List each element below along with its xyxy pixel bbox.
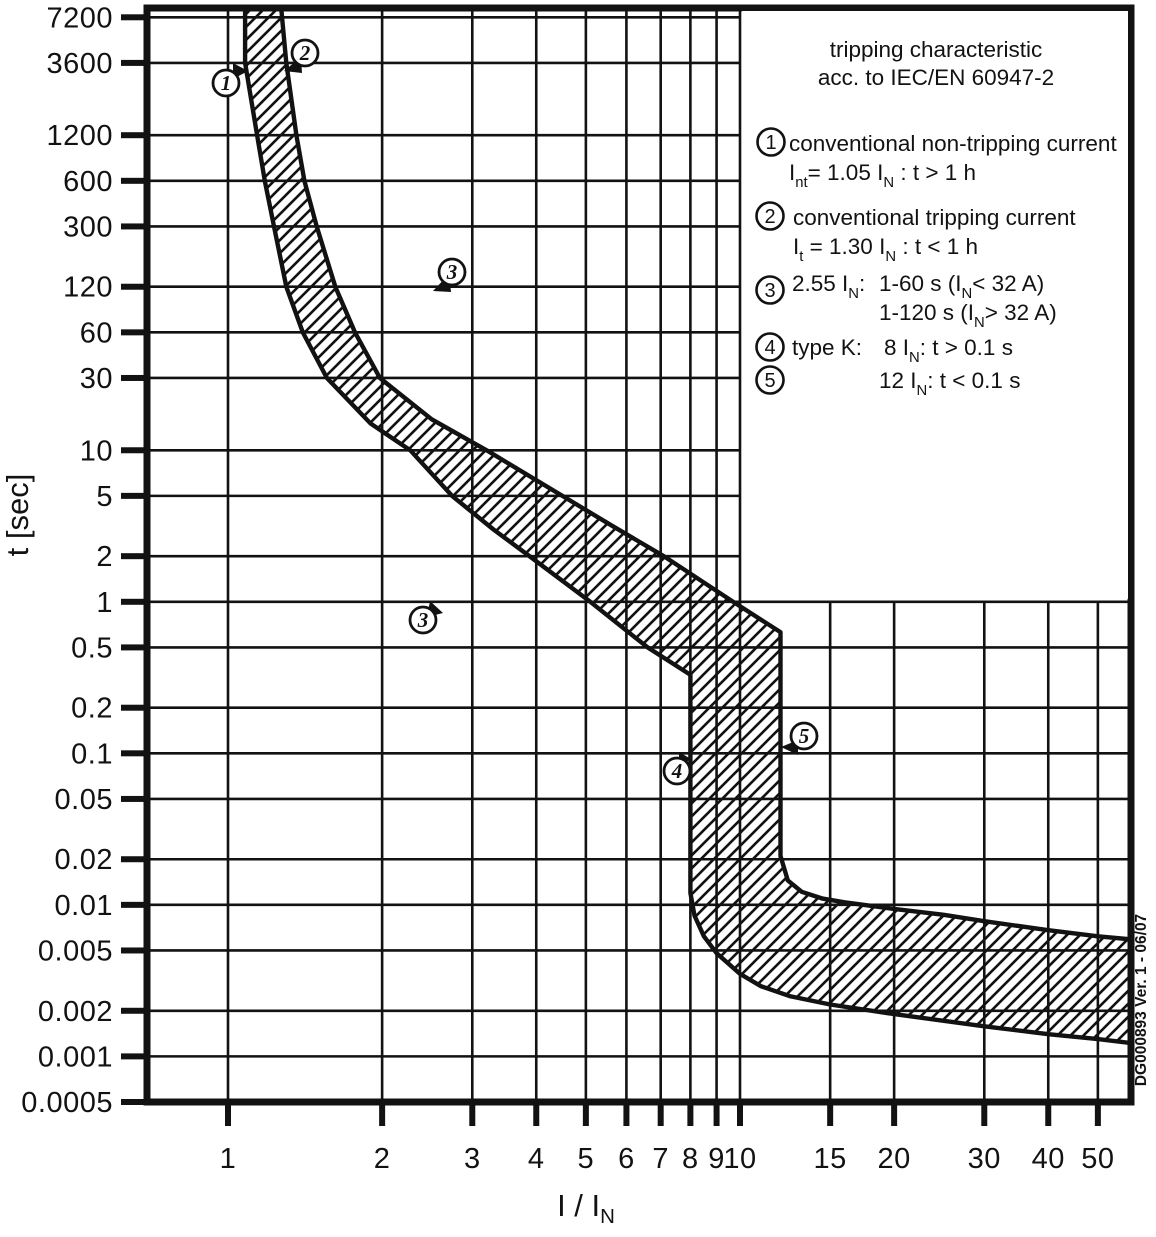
y-axis-tick bbox=[121, 178, 147, 184]
x-tick-label: 2 bbox=[373, 1143, 391, 1175]
x-axis-tick bbox=[658, 1102, 664, 1126]
marker-number: 2 bbox=[299, 41, 311, 65]
legend-item-text: $I_{nt}= 1.05$ $I_N$ : t > 1 h bbox=[789, 160, 977, 191]
legend-item-text: 1-120 s ($I_N> 32$ A) bbox=[879, 300, 1057, 331]
y-axis-tick bbox=[121, 1053, 147, 1059]
x-axis-tick bbox=[623, 1102, 629, 1126]
x-tick-label: 1 bbox=[219, 1143, 237, 1175]
x-tick-label: 7 bbox=[652, 1143, 670, 1175]
legend-title: tripping characteristic bbox=[829, 37, 1043, 62]
y-axis-tick bbox=[121, 599, 147, 605]
y-axis-title: t [sec] bbox=[0, 473, 35, 557]
legend-item-text: 8 $I_N$: t > 0.1 s bbox=[884, 335, 1013, 366]
x-tick-label: 6 bbox=[618, 1143, 635, 1175]
y-tick-label: 7200 bbox=[46, 2, 113, 35]
y-tick-label: 0.5 bbox=[71, 632, 113, 665]
y-axis-tick bbox=[121, 223, 147, 229]
x-tick-label: 3 bbox=[463, 1143, 481, 1175]
legend-item-text: 1-60 s ($I_N< 32$ A) bbox=[879, 271, 1045, 302]
legend bbox=[742, 11, 1128, 599]
x-tick-label: 8 bbox=[682, 1143, 699, 1175]
y-axis-tick bbox=[121, 14, 147, 20]
y-axis-tick bbox=[121, 493, 147, 499]
y-tick-label: 0.002 bbox=[37, 995, 113, 1028]
y-tick-label: 30 bbox=[79, 362, 113, 395]
x-axis-tick bbox=[687, 1102, 693, 1126]
y-tick-label: 60 bbox=[79, 317, 113, 350]
plot-marker-5 bbox=[781, 723, 817, 755]
y-axis-tick bbox=[121, 856, 147, 862]
y-axis-tick bbox=[121, 750, 147, 756]
marker-number: 3 bbox=[446, 260, 458, 284]
y-axis-tick bbox=[121, 284, 147, 290]
y-tick-label: 120 bbox=[63, 271, 113, 304]
y-tick-label: 0.02 bbox=[54, 844, 113, 877]
y-tick-label: 0.005 bbox=[37, 935, 113, 968]
x-axis-tick bbox=[737, 1102, 743, 1126]
plot-marker-1 bbox=[213, 63, 248, 96]
legend-item-text: 2.55 $I_N$: bbox=[792, 271, 866, 302]
x-axis-tick bbox=[469, 1102, 475, 1126]
y-axis-tick bbox=[121, 1099, 147, 1105]
x-tick-label: 20 bbox=[877, 1143, 911, 1175]
x-tick-label: 30 bbox=[967, 1143, 1001, 1175]
document-reference: DG000893 Ver. 1 - 06/07 bbox=[1133, 913, 1150, 1087]
marker-number: 3 bbox=[417, 608, 429, 632]
x-axis-tick bbox=[225, 1102, 231, 1126]
y-tick-label: 3600 bbox=[46, 47, 113, 80]
legend-item-text: 12 $I_N$: t < 0.1 s bbox=[879, 368, 1021, 399]
y-tick-label: 0.001 bbox=[37, 1041, 113, 1074]
x-axis-tick bbox=[891, 1102, 897, 1126]
x-axis-tick bbox=[533, 1102, 539, 1126]
y-axis-tick bbox=[121, 947, 147, 953]
y-tick-label: 1200 bbox=[46, 120, 113, 153]
y-axis-tick bbox=[121, 375, 147, 381]
legend-item-number: 2 bbox=[764, 206, 776, 228]
legend-item-number: 5 bbox=[764, 370, 776, 392]
x-tick-label: 5 bbox=[577, 1143, 595, 1175]
plot-marker-3 bbox=[410, 601, 443, 633]
y-axis-tick bbox=[121, 796, 147, 802]
x-tick-label: 40 bbox=[1031, 1143, 1065, 1175]
x-tick-label: 50 bbox=[1081, 1143, 1115, 1175]
y-axis-tick bbox=[121, 1008, 147, 1014]
y-axis-tick bbox=[121, 553, 147, 559]
y-tick-label: 0.1 bbox=[71, 738, 113, 771]
y-tick-label: 600 bbox=[63, 165, 113, 198]
x-axis-tick bbox=[714, 1102, 720, 1126]
x-tick-label: 9 bbox=[708, 1143, 725, 1175]
y-axis-tick bbox=[121, 329, 147, 335]
x-axis-tick bbox=[379, 1102, 385, 1126]
y-tick-label: 1 bbox=[96, 586, 113, 619]
y-tick-label: 300 bbox=[63, 211, 113, 244]
marker-number: 5 bbox=[798, 724, 810, 748]
legend-title: acc. to IEC/EN 60947-2 bbox=[817, 65, 1055, 90]
legend-item-number: 3 bbox=[764, 280, 776, 302]
legend-item-text: type K: bbox=[792, 335, 863, 360]
marker-number: 1 bbox=[220, 71, 232, 95]
y-tick-label: 2 bbox=[96, 541, 113, 574]
x-tick-label: 10 bbox=[723, 1143, 757, 1175]
x-axis-title: I / $I_N$ bbox=[557, 1188, 615, 1228]
marker-number: 4 bbox=[671, 759, 683, 783]
y-tick-label: 0.05 bbox=[54, 783, 113, 816]
y-axis-tick bbox=[121, 132, 147, 138]
legend-item-text: conventional tripping current bbox=[793, 205, 1076, 230]
x-axis-tick bbox=[981, 1102, 987, 1126]
legend-item-text: conventional non-tripping current bbox=[789, 131, 1117, 156]
y-tick-label: 0.01 bbox=[54, 889, 113, 922]
y-tick-label: 10 bbox=[79, 435, 113, 468]
x-axis-tick bbox=[583, 1102, 589, 1126]
y-tick-label: 0.0005 bbox=[21, 1087, 113, 1119]
x-tick-label: 4 bbox=[527, 1143, 545, 1175]
x-tick-label: 15 bbox=[813, 1143, 847, 1175]
plot-marker-2 bbox=[284, 40, 318, 73]
legend-item-text: $I_t = 1.30$ $I_N$ : t < 1 h bbox=[793, 234, 978, 265]
plot-marker-4 bbox=[664, 752, 691, 784]
y-axis-tick bbox=[121, 447, 147, 453]
y-tick-label: 5 bbox=[96, 480, 113, 513]
x-axis-tick bbox=[1095, 1102, 1101, 1126]
y-axis-tick bbox=[121, 902, 147, 908]
y-axis-tick bbox=[121, 644, 147, 650]
x-axis-tick bbox=[827, 1102, 833, 1126]
legend-item-number: 4 bbox=[764, 337, 776, 359]
legend-item-number: 1 bbox=[765, 132, 777, 154]
x-axis-tick bbox=[1045, 1102, 1051, 1126]
y-tick-label: 0.2 bbox=[71, 692, 113, 725]
y-axis-tick bbox=[121, 705, 147, 711]
y-axis-tick bbox=[121, 60, 147, 66]
